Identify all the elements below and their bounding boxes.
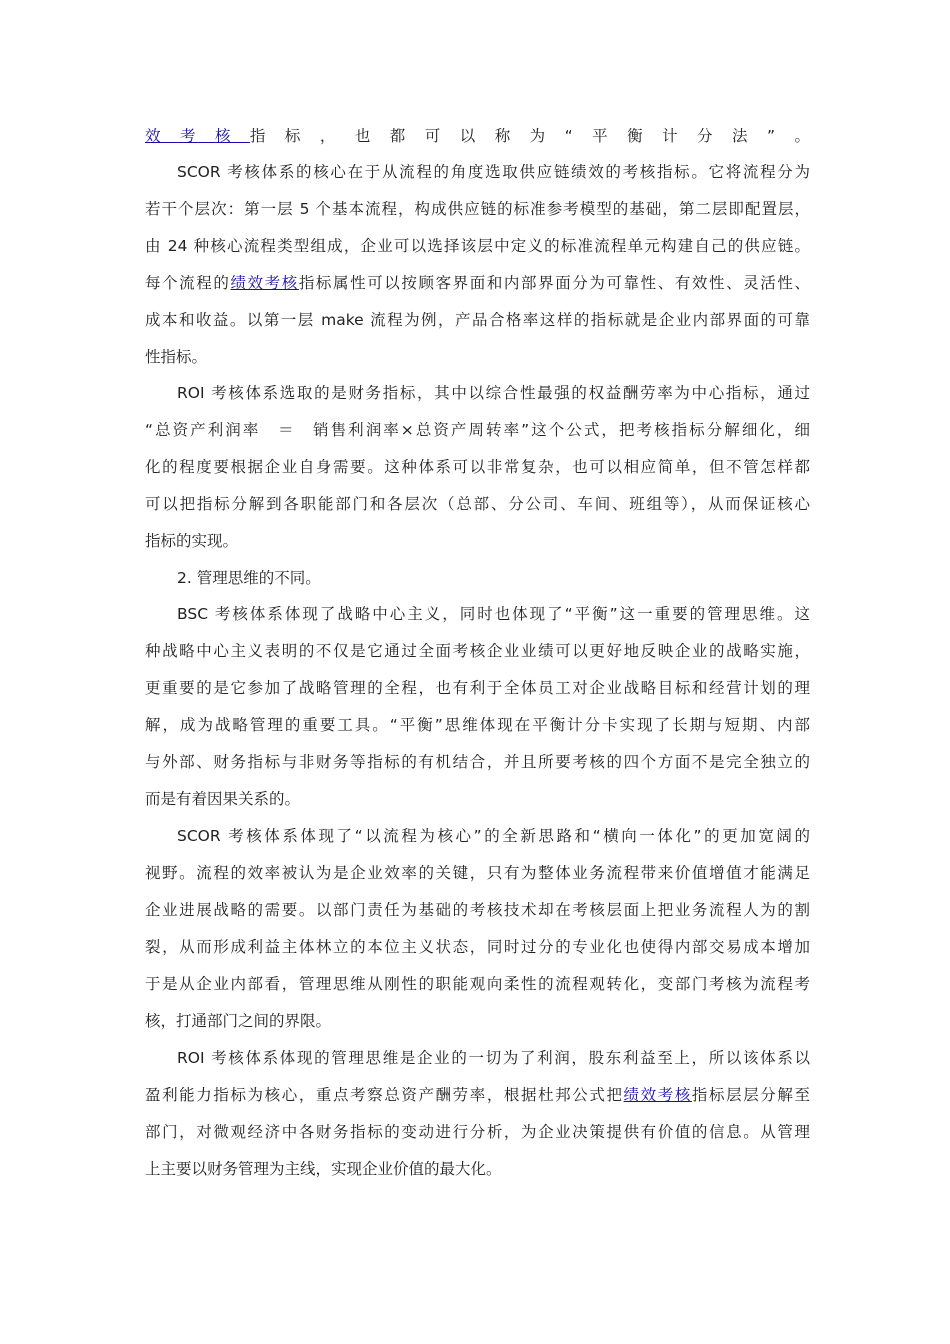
text-line: [145, 412, 810, 449]
text-segment: 指标的实现。: [145, 532, 239, 550]
text-line: [145, 265, 810, 302]
text-segment: BSC 考核体系体现了战略中心主义，同时也体现了“平衡”这一重要的管理思维。这: [177, 605, 810, 623]
text-line: [145, 154, 810, 191]
text-segment: 化的程度要根据企业自身需要。这种体系可以非常复杂，也可以相应简单，但不管怎样都: [145, 458, 810, 476]
text-line: [145, 560, 810, 597]
text-line: [145, 302, 810, 339]
text-line: [145, 892, 810, 929]
text-line: [145, 486, 810, 523]
performance-appraisal-link[interactable]: 效考核: [145, 127, 250, 145]
text-line: [145, 707, 810, 744]
paragraph-scor-thinking: [145, 818, 810, 1040]
text-segment: 裂，从而形成利益主体林立的本位主义状态，同时过分的专业化也使得内部交易成本增加: [145, 938, 810, 956]
performance-appraisal-link[interactable]: 绩效考核: [623, 1086, 692, 1104]
text-segment: SCOR 考核体系体现了“以流程为核心”的全新思路和“横向一体化”的更加宽阔的: [177, 827, 810, 845]
performance-appraisal-link[interactable]: 绩效考核: [230, 274, 299, 292]
text-segment: 与外部、财务指标与非财务等指标的有机结合，并且所要考核的四个方面不是完全独立的: [145, 753, 810, 771]
text-line: [145, 596, 810, 633]
text-segment: ROI 考核体系选取的是财务指标，其中以综合性最强的权益酬劳率为中心指标，通过: [177, 384, 810, 402]
text-segment: 盈利能力指标为核心，重点考察总资产酬劳率，根据杜邦公式把: [145, 1086, 624, 1104]
text-line: [145, 1077, 810, 1114]
text-segment: 每个流程的: [145, 274, 231, 292]
text-segment: 视野。流程的效率被认为是企业效率的关键，只有为整体业务流程带来价值增值才能满足: [145, 864, 810, 882]
text-line: [145, 1114, 810, 1151]
text-segment: 性指标。: [145, 348, 208, 366]
text-line: [145, 191, 810, 228]
text-segment: ROI 考核体系体现的管理思维是企业的一切为了利润，股东利益至上，所以该体系以: [177, 1049, 810, 1067]
text-segment: 而是有着因果关系的。: [145, 790, 301, 808]
paragraph-roi-thinking: [145, 1040, 810, 1188]
text-segment: 企业进展战略的需要。以部门责任为基础的考核技术却在考核层面上把业务流程人为的割: [145, 901, 810, 919]
text-line: [145, 670, 810, 707]
paragraph-roi-indicators: [145, 375, 810, 560]
text-line: [145, 339, 810, 376]
text-line: [145, 818, 810, 855]
text-line: [145, 633, 810, 670]
text-line: [145, 1151, 810, 1188]
text-line: [145, 1040, 810, 1077]
text-segment: 于是从企业内部看，管理思维从刚性的职能观向柔性的流程观转化，变部门考核为流程考: [145, 975, 810, 993]
text-segment: 种战略中心主义表明的不仅是它通过全面考核企业业绩可以更好地反映企业的战略实施，: [145, 642, 810, 660]
paragraph-bsc-thinking: [145, 596, 810, 818]
text-segment: SCOR 考核体系的核心在于从流程的角度选取供应链绩效的考核指标。它将流程分为: [177, 163, 810, 181]
text-segment: 2. 管理思维的不同。: [177, 569, 321, 587]
text-line: [145, 929, 810, 966]
text-segment: 上主要以财务管理为主线，实现企业价值的最大化。: [145, 1160, 502, 1178]
text-line: [145, 118, 810, 155]
text-segment: 解，成为战略管理的重要工具。“平衡”思维体现在平衡计分卡实现了长期与短期、内部: [145, 716, 810, 734]
text-line: [145, 523, 810, 560]
text-segment: “总资产利润率 ＝ 销售利润率×总资产周转率”这个公式，把考核指标分解细化，细: [145, 421, 810, 439]
text-line: [145, 375, 810, 412]
paragraph-scor-core: [145, 154, 810, 376]
text-segment: 指标层层分解至: [691, 1086, 810, 1104]
text-segment: 更重要的是它参加了战略管理的全程，也有利于全体员工对企业战略目标和经营计划的理: [145, 679, 810, 697]
section-heading-management-thinking: [145, 560, 810, 597]
text-segment: 由 24 种核心流程类型组成，企业可以选择该层中定义的标准流程单元构建自己的供应链。: [145, 237, 810, 255]
text-segment: 成本和收益。以第一层 make 流程为例，产品合格率这样的指标就是企业内部界面的可靠: [145, 311, 810, 329]
text-line: [145, 966, 810, 1003]
text-line: [145, 228, 810, 265]
text-line: [145, 781, 810, 818]
text-line: [145, 855, 810, 892]
text-line: [145, 744, 810, 781]
text-segment: 指标，也都可以称为“平衡计分法”。: [249, 127, 810, 145]
text-line: [145, 449, 810, 486]
paragraph-intro-tail: [145, 118, 810, 155]
text-segment: 可以把指标分解到各职能部门和各层次（总部、分公司、车间、班组等），从而保证核心: [145, 495, 810, 513]
text-segment: 指标属性可以按顾客界面和内部界面分为可靠性、有效性、灵活性、: [298, 274, 810, 292]
text-segment: 若干个层次：第一层 5 个基本流程，构成供应链的标准参考模型的基础，第二层即配置层，: [145, 200, 810, 218]
text-segment: 核，打通部门之间的界限。: [145, 1012, 332, 1030]
text-line: [145, 1003, 810, 1040]
text-segment: 部门，对微观经济中各财务指标的变动进行分析，为企业决策提供有价值的信息。从管理: [145, 1123, 810, 1141]
